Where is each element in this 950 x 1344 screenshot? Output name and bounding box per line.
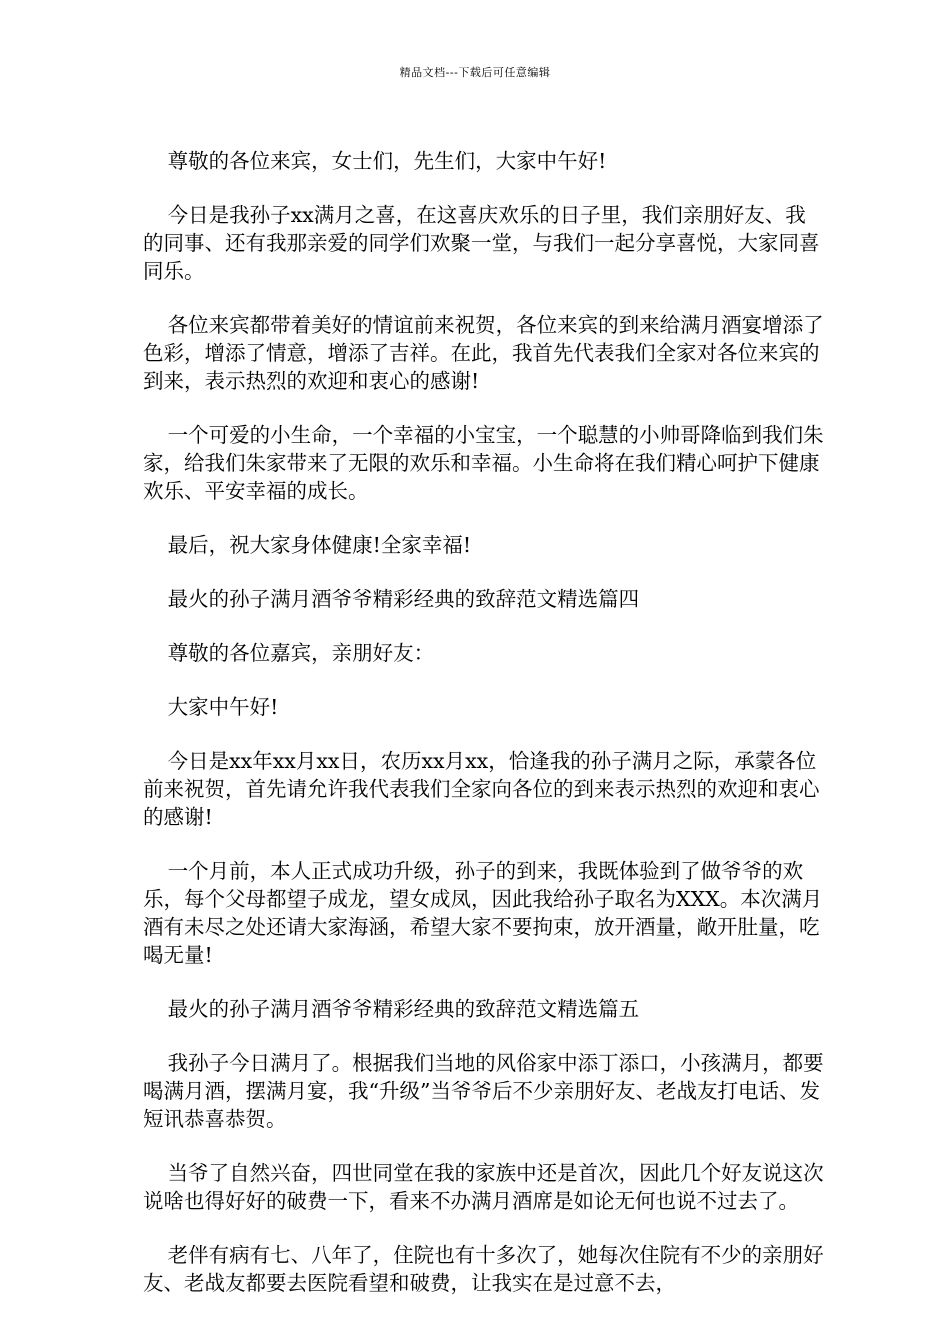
paragraph: 一个可爱的小生命，一个幸福的小宝宝，一个聪慧的小帅哥降临到我们朱家，给我们朱家带来了无限的欢乐和幸福。小生命将在我们精心呵护下健康欢乐、平安幸福的成长。 (143, 423, 824, 503)
paragraph: 老伴有病有七、八年了，住院也有十多次了，她每次住院有不少的亲朋好友、老战友都要去医院看望和破费，让我实在是过意不去， (143, 1243, 824, 1295)
section-heading-part-4: 最火的孙子满月酒爷爷精彩经典的致辞范文精选篇四 (167, 587, 640, 611)
paragraph: 各位来宾都带着美好的情谊前来祝贺，各位来宾的到来给满月酒宴增添了色彩，增添了情意，增添了吉祥。在此，我首先代表我们全家对各位来宾的到来，表示热烈的欢迎和衷心的感谢! (143, 313, 824, 393)
page-header: 精品文档---下载后可任意编辑 (399, 66, 551, 79)
document-body (143, 147, 825, 1323)
paragraph: 今日是我孙子xx满月之喜，在这喜庆欢乐的日子里，我们亲朋好友、我的同事、还有我那亲爱的同学们欢聚一堂，与我们一起分享喜悦，大家同喜同乐。 (143, 203, 820, 283)
paragraph: 今日是xx年xx月xx日，农历xx月xx，恰逢我的孙子满月之际，承蒙各位前来祝贺，首先请允许我代表我们全家向各位的到来表示热烈的欢迎和衷心的感谢! (143, 749, 820, 829)
paragraph-salutation: 尊敬的各位嘉宾，亲朋好友： (167, 641, 435, 665)
section-heading-part-5: 最火的孙子满月酒爷爷精彩经典的致辞范文精选篇五 (167, 997, 640, 1021)
paragraph-closing: 最后，祝大家身体健康!全家幸福! (167, 533, 472, 557)
paragraph: 我孙子今日满月了。根据我们当地的风俗家中添丁添口，小孩满月，都要喝满月酒，摆满月宴，我“升级”当爷爷后不少亲朋好友、老战友打电话、发短讯恭喜恭贺。 (143, 1051, 824, 1131)
paragraph-greeting: 大家中午好! (167, 695, 279, 719)
paragraph: 一个月前，本人正式成功升级，孙子的到来，我既体验到了做爷爷的欢乐，每个父母都望子成龙，望女成凤，因此我给孙子取名为XXX。本次满月酒有未尽之处还请大家海涵，希望大家不要拘束，放开酒量，敞开肚量，吃喝无量! (143, 859, 823, 967)
paragraph: 当爷了自然兴奋，四世同堂在我的家族中还是首次，因此几个好友说这次说啥也得好好的破费一下，看来不办满月酒席是如论无何也说不过去了。 (143, 1161, 824, 1213)
paragraph-greeting: 尊敬的各位来宾，女士们，先生们，大家中午好! (167, 149, 607, 173)
